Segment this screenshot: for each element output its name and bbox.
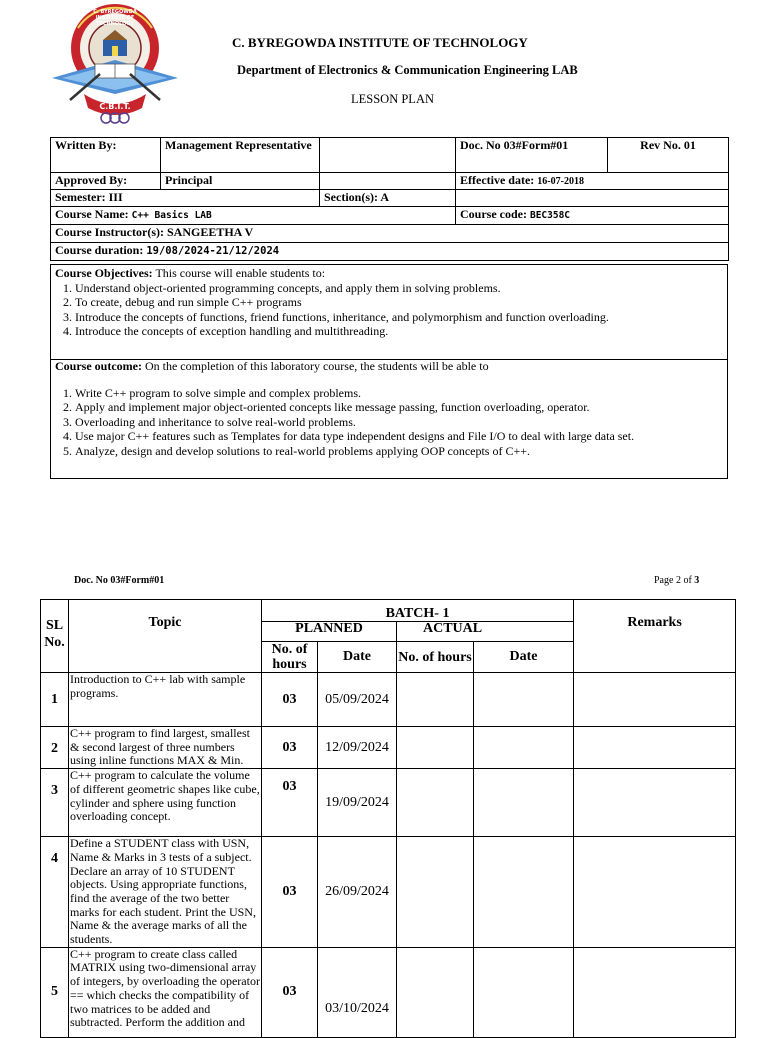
- row-number: 5: [41, 947, 69, 1037]
- objectives-intro: This course will enable students to:: [155, 266, 326, 280]
- row-planned-hours: 03: [262, 837, 318, 948]
- sl-header: SL No.: [41, 600, 69, 673]
- row-actual-hours: [397, 727, 474, 769]
- objective-item: 1. Understand object-oriented programming concepts, and apply them in solving problems.: [75, 281, 723, 296]
- revision-number: Rev No. 01: [640, 138, 696, 152]
- course-name-label: Course Name:: [55, 207, 129, 221]
- table-row: [41, 727, 736, 769]
- row-number: 2: [41, 727, 69, 769]
- row-actual-date: [474, 727, 574, 769]
- row-planned-hours: 03: [262, 727, 318, 769]
- row-number: 3: [41, 769, 69, 837]
- effective-date-label: Effective date:: [460, 173, 535, 187]
- lesson-plan-table: [40, 599, 736, 1038]
- instructor-value: SANGEETHA V: [166, 225, 254, 239]
- actual-date-header: Date: [474, 642, 574, 673]
- written-by-label: Written By:: [55, 138, 117, 152]
- row-planned-hours: 03: [262, 947, 318, 1037]
- duration-label: Course duration:: [55, 243, 144, 257]
- row-planned-hours: 03: [262, 769, 318, 837]
- row-topic: C++ program to find largest, smallest & second largest of three numbers using inline functions MAX & Min.: [69, 727, 262, 769]
- course-outcomes: [50, 359, 728, 479]
- planned-date-header: Date: [318, 642, 397, 673]
- page-total: 3: [694, 575, 700, 586]
- row-remarks: [574, 727, 736, 769]
- row-number: 4: [41, 837, 69, 948]
- institute-name: C. BYREGOWDA INSTITUTE OF TECHNOLOGY: [232, 35, 528, 50]
- sections: Section(s): A: [324, 190, 389, 204]
- row-planned-hours: 03: [262, 673, 318, 727]
- row-remarks: [574, 769, 736, 837]
- outcomes-list: [55, 386, 723, 459]
- objectives-list: [55, 281, 723, 339]
- row-remarks: [574, 673, 736, 727]
- row-topic: Introduction to C++ lab with sample programs.: [69, 673, 262, 727]
- row-actual-date: [474, 673, 574, 727]
- table-row: [41, 837, 736, 948]
- course-code-label: Course code:: [460, 207, 527, 221]
- course-code-value: BEC358C: [529, 210, 571, 221]
- logo-abbreviation: C.B.I.T.: [99, 102, 131, 111]
- remarks-header: Remarks: [574, 600, 736, 673]
- outcome-item: 3. Overloading and inheritance to solve real-world problems.: [75, 415, 723, 430]
- row-planned-date: 05/09/2024: [318, 673, 397, 727]
- written-by-value: Management Representative: [165, 138, 312, 152]
- outcome-item: 1. Write C++ program to solve simple and complex problems.: [75, 386, 723, 401]
- row-planned-date: 03/10/2024: [318, 947, 397, 1037]
- outcome-item: 5. Analyze, design and develop solutions to real-world problems applying OOP concepts of C++.: [75, 444, 723, 459]
- planned-hours-header: No. of hours: [262, 642, 318, 673]
- document-title: LESSON PLAN: [351, 92, 434, 106]
- duration-value: 19/08/2024-21/12/2024: [146, 245, 280, 257]
- outcomes-label: Course outcome:: [55, 359, 142, 373]
- table-row: [41, 673, 736, 727]
- approved-by-label: Approved By:: [55, 173, 128, 187]
- planned-header: PLANNED: [262, 622, 397, 642]
- table-row: [41, 769, 736, 837]
- row-actual-hours: [397, 673, 474, 727]
- row-number: 1: [41, 673, 69, 727]
- course-info-table: [50, 137, 729, 261]
- row-topic: Define a STUDENT class with USN, Name & Marks in 3 tests of a subject. Declare an array of 10 STUDENT objects. Using appropriate functions, find the average of the two better marks for each student. Print the USN, Name & the average marks of all the students.: [69, 837, 262, 948]
- department-name: Department of Electronics & Communication Engineering LAB: [237, 63, 578, 77]
- row-remarks: [574, 837, 736, 948]
- logo-ring-text: C. BYREGOWDA INSTITUTE OF TECHNOLOGY: [93, 9, 137, 27]
- objective-item: 3. Introduce the concepts of functions, friend functions, inheritance, and polymorphism and function overloading.: [75, 310, 723, 325]
- row-actual-date: [474, 837, 574, 948]
- effective-date-value: 16-07-2018: [537, 176, 584, 187]
- objective-item: 2. To create, debug and run simple C++ programs: [75, 295, 723, 310]
- course-name-value: C++ Basics LAB: [131, 210, 212, 221]
- topic-header: Topic: [69, 600, 262, 673]
- approved-by-value: Principal: [165, 173, 213, 187]
- row-planned-date: 26/09/2024: [318, 837, 397, 948]
- course-objectives: [50, 264, 728, 360]
- page-indicator: [654, 575, 699, 586]
- row-actual-hours: [397, 837, 474, 948]
- page2-doc-number: Doc. No 03#Form#01: [74, 575, 165, 586]
- objectives-label: Course Objectives:: [55, 266, 153, 280]
- page-indicator-text: Page 2 of: [654, 575, 695, 586]
- batch-header: BATCH- 1: [262, 600, 574, 622]
- actual-header: ACTUAL: [397, 622, 574, 642]
- row-actual-date: [474, 769, 574, 837]
- row-planned-date: 12/09/2024: [318, 727, 397, 769]
- doc-number: Doc. No 03#Form#01: [460, 138, 569, 152]
- row-topic: C++ program to create class called MATRIX using two-dimensional array of integers, by overloading the operator == which checks the compatibility of two matrices to be added and subtracted. Perform the addition and: [69, 947, 262, 1037]
- row-planned-date: 19/09/2024: [318, 769, 397, 837]
- row-topic: C++ program to calculate the volume of different geometric shapes like cube, cylinder and sphere using function overloading concept.: [69, 769, 262, 837]
- semester: Semester: III: [55, 190, 123, 204]
- outcome-item: 4. Use major C++ features such as Templates for data type independent designs and File I/O to deal with large data set.: [75, 429, 723, 444]
- row-actual-hours: [397, 769, 474, 837]
- outcomes-intro: On the completion of this laboratory course, the students will be able to: [144, 359, 489, 373]
- instructor-label: Course Instructor(s):: [55, 225, 164, 239]
- outcome-item: 2. Apply and implement major object-oriented concepts like message passing, function overloading, operator.: [75, 400, 723, 415]
- actual-hours-header: No. of hours: [397, 642, 474, 673]
- lesson-plan-body: [41, 673, 736, 1038]
- objective-item: 4. Introduce the concepts of exception handling and multithreading.: [75, 324, 723, 339]
